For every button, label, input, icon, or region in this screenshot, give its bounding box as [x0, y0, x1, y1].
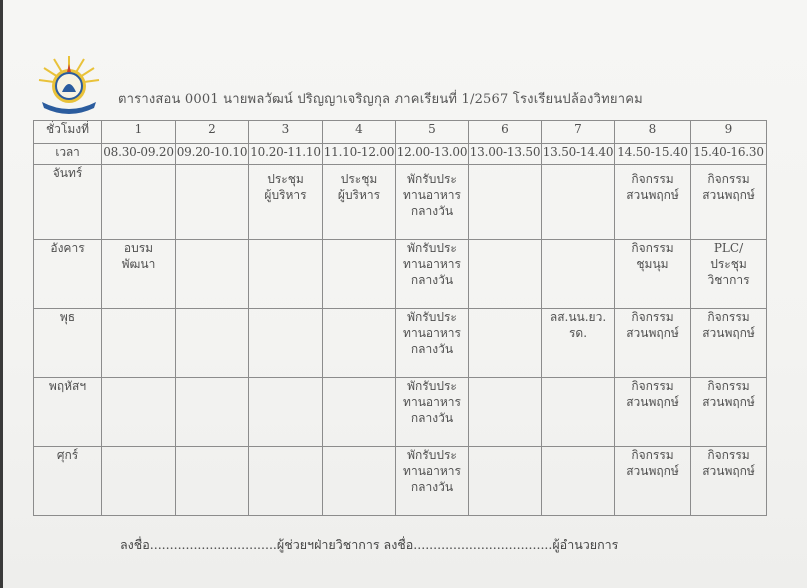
cell-text-line: กิจกรรม [631, 172, 674, 186]
cell-text-line: ผู้บริหาร [337, 188, 381, 202]
day-name: พฤหัสฯ [34, 378, 102, 447]
cell-text-line: อบรม [123, 241, 154, 255]
cell-text-line: กลางวัน [410, 204, 454, 218]
schedule-cell [396, 447, 469, 516]
schedule-cell [102, 447, 176, 516]
schedule-cell [469, 309, 542, 378]
schedule-cell [102, 240, 176, 309]
schedule-cell [249, 240, 323, 309]
schedule-cell [249, 378, 323, 447]
schedule-cell [396, 309, 469, 378]
schedule-cell [323, 447, 396, 516]
schedule-cell [249, 309, 323, 378]
time-slot: 13.00-13.50 [469, 144, 542, 165]
document-title: ตารางสอน 0001 นายพลวัฒน์ ปริญญาเจริญกุล ภาคเรียนที่ 1/2567 โรงเรียนปล้องวิทยาคม [118, 92, 643, 107]
cell-text-line: สวนพฤกษ์ [702, 188, 755, 202]
time-slot: 08.30-09.20 [102, 144, 176, 165]
signature-line: ลงชื่อ................................ผู้ช่วยฯฝ่ายวิชาการ ลงชื่อ...................................ผู้อำนวยการ [120, 537, 619, 552]
school-emblem-icon [36, 54, 102, 116]
schedule-cell [542, 240, 615, 309]
schedule-cell [176, 378, 249, 447]
period-number: 2 [176, 121, 249, 144]
cell-text-line: กิจกรรม [707, 448, 750, 462]
period-number: 1 [102, 121, 176, 144]
schedule-cell [542, 378, 615, 447]
schedule-cell [323, 309, 396, 378]
cell-text-line: พักรับประ [407, 241, 457, 255]
cell-text-line: สวนพฤกษ์ [626, 464, 679, 478]
schedule-cell [542, 447, 615, 516]
time-slot: 09.20-10.10 [176, 144, 249, 165]
period-number: 4 [323, 121, 396, 144]
cell-text-line: กิจกรรม [631, 379, 674, 393]
time-slot: 13.50-14.40 [542, 144, 615, 165]
schedule-cell [691, 240, 767, 309]
cell-text-line: กิจกรรม [707, 310, 750, 324]
schedule-cell [249, 447, 323, 516]
cell-text-line: กิจกรรม [707, 379, 750, 393]
page-edge [0, 0, 3, 588]
cell-text-line: กิจกรรม [707, 172, 750, 186]
period-header-label: ชั่วโมงที่ [34, 121, 102, 144]
cell-text-line: ทานอาหาร [403, 257, 461, 271]
cell-text-line: สวนพฤกษ์ [626, 395, 679, 409]
time-header-label: เวลา [34, 144, 102, 165]
cell-text-line: สวนพฤกษ์ [702, 326, 755, 340]
cell-text-line: ประชุม [340, 172, 378, 186]
cell-text-line: ประชุม [710, 257, 747, 271]
schedule-cell [542, 165, 615, 240]
schedule-cell [615, 309, 691, 378]
cell-text-line: ลส.นน.ยว. [549, 310, 607, 324]
cell-text-line: กลางวัน [410, 273, 454, 287]
schedule-cell [542, 309, 615, 378]
period-number: 5 [396, 121, 469, 144]
schedule-cell [691, 378, 767, 447]
time-slot: 14.50-15.40 [615, 144, 691, 165]
period-number: 8 [615, 121, 691, 144]
day-name: อังคาร [34, 240, 102, 309]
schedule-cell [249, 165, 323, 240]
day-name: จันทร์ [34, 165, 102, 240]
period-number: 6 [469, 121, 542, 144]
cell-text-line: ทานอาหาร [403, 326, 461, 340]
cell-text-line: พักรับประ [407, 448, 457, 462]
schedule-cell [396, 165, 469, 240]
schedule-cell [691, 165, 767, 240]
schedule-cell [615, 240, 691, 309]
cell-text-line: สวนพฤกษ์ [626, 326, 679, 340]
cell-text-line: สวนพฤกษ์ [626, 188, 679, 202]
cell-text-line: กลางวัน [410, 411, 454, 425]
cell-text-line: กิจกรรม [631, 448, 674, 462]
day-row [34, 165, 767, 240]
schedule-cell [469, 378, 542, 447]
cell-text-line: พักรับประ [407, 379, 457, 393]
schedule-cell [469, 447, 542, 516]
schedule-cell [396, 240, 469, 309]
schedule-cell [469, 240, 542, 309]
cell-text-line: ผู้บริหาร [264, 188, 307, 202]
timetable [33, 120, 767, 516]
schedule-cell [323, 165, 396, 240]
period-number: 3 [249, 121, 323, 144]
time-slot: 11.10-12.00 [323, 144, 396, 165]
period-number: 9 [691, 121, 767, 144]
schedule-cell [691, 447, 767, 516]
cell-text-line: พักรับประ [407, 310, 457, 324]
cell-text-line: ประชุม [267, 172, 304, 186]
day-row [34, 447, 767, 516]
schedule-cell [615, 378, 691, 447]
cell-text-line: ทานอาหาร [403, 188, 461, 202]
schedule-cell [176, 309, 249, 378]
cell-text-line: สวนพฤกษ์ [702, 395, 755, 409]
day-name: พุธ [34, 309, 102, 378]
cell-text-line: รด. [568, 326, 588, 340]
schedule-cell [176, 165, 249, 240]
cell-text-line: สวนพฤกษ์ [702, 464, 755, 478]
day-row [34, 309, 767, 378]
schedule-cell [176, 447, 249, 516]
cell-text-line: ชุมนุม [636, 257, 669, 271]
day-name: ศุกร์ [34, 447, 102, 516]
schedule-cell [615, 165, 691, 240]
cell-text-line: กลางวัน [410, 480, 454, 494]
schedule-cell [323, 240, 396, 309]
time-row [34, 144, 767, 165]
period-header-row [34, 121, 767, 144]
schedule-cell [469, 165, 542, 240]
time-slot: 12.00-13.00 [396, 144, 469, 165]
cell-text-line: ทานอาหาร [403, 395, 461, 409]
period-number: 7 [542, 121, 615, 144]
time-slot: 10.20-11.10 [249, 144, 323, 165]
time-slot: 15.40-16.30 [691, 144, 767, 165]
cell-text-line: ทานอาหาร [403, 464, 461, 478]
cell-text-line: กิจกรรม [631, 310, 674, 324]
cell-text-line: พักรับประ [407, 172, 457, 186]
schedule-cell [102, 165, 176, 240]
day-row [34, 378, 767, 447]
schedule-cell [691, 309, 767, 378]
schedule-cell [323, 378, 396, 447]
cell-text-line: วิชาการ [707, 273, 750, 287]
cell-text-line: กิจกรรม [631, 241, 674, 255]
day-row [34, 240, 767, 309]
schedule-cell [102, 309, 176, 378]
cell-text-line: พัฒนา [121, 257, 156, 271]
cell-text-line: PLC/ [713, 241, 744, 255]
schedule-cell [176, 240, 249, 309]
cell-text-line: กลางวัน [410, 342, 454, 356]
schedule-cell [396, 378, 469, 447]
schedule-cell [615, 447, 691, 516]
schedule-cell [102, 378, 176, 447]
